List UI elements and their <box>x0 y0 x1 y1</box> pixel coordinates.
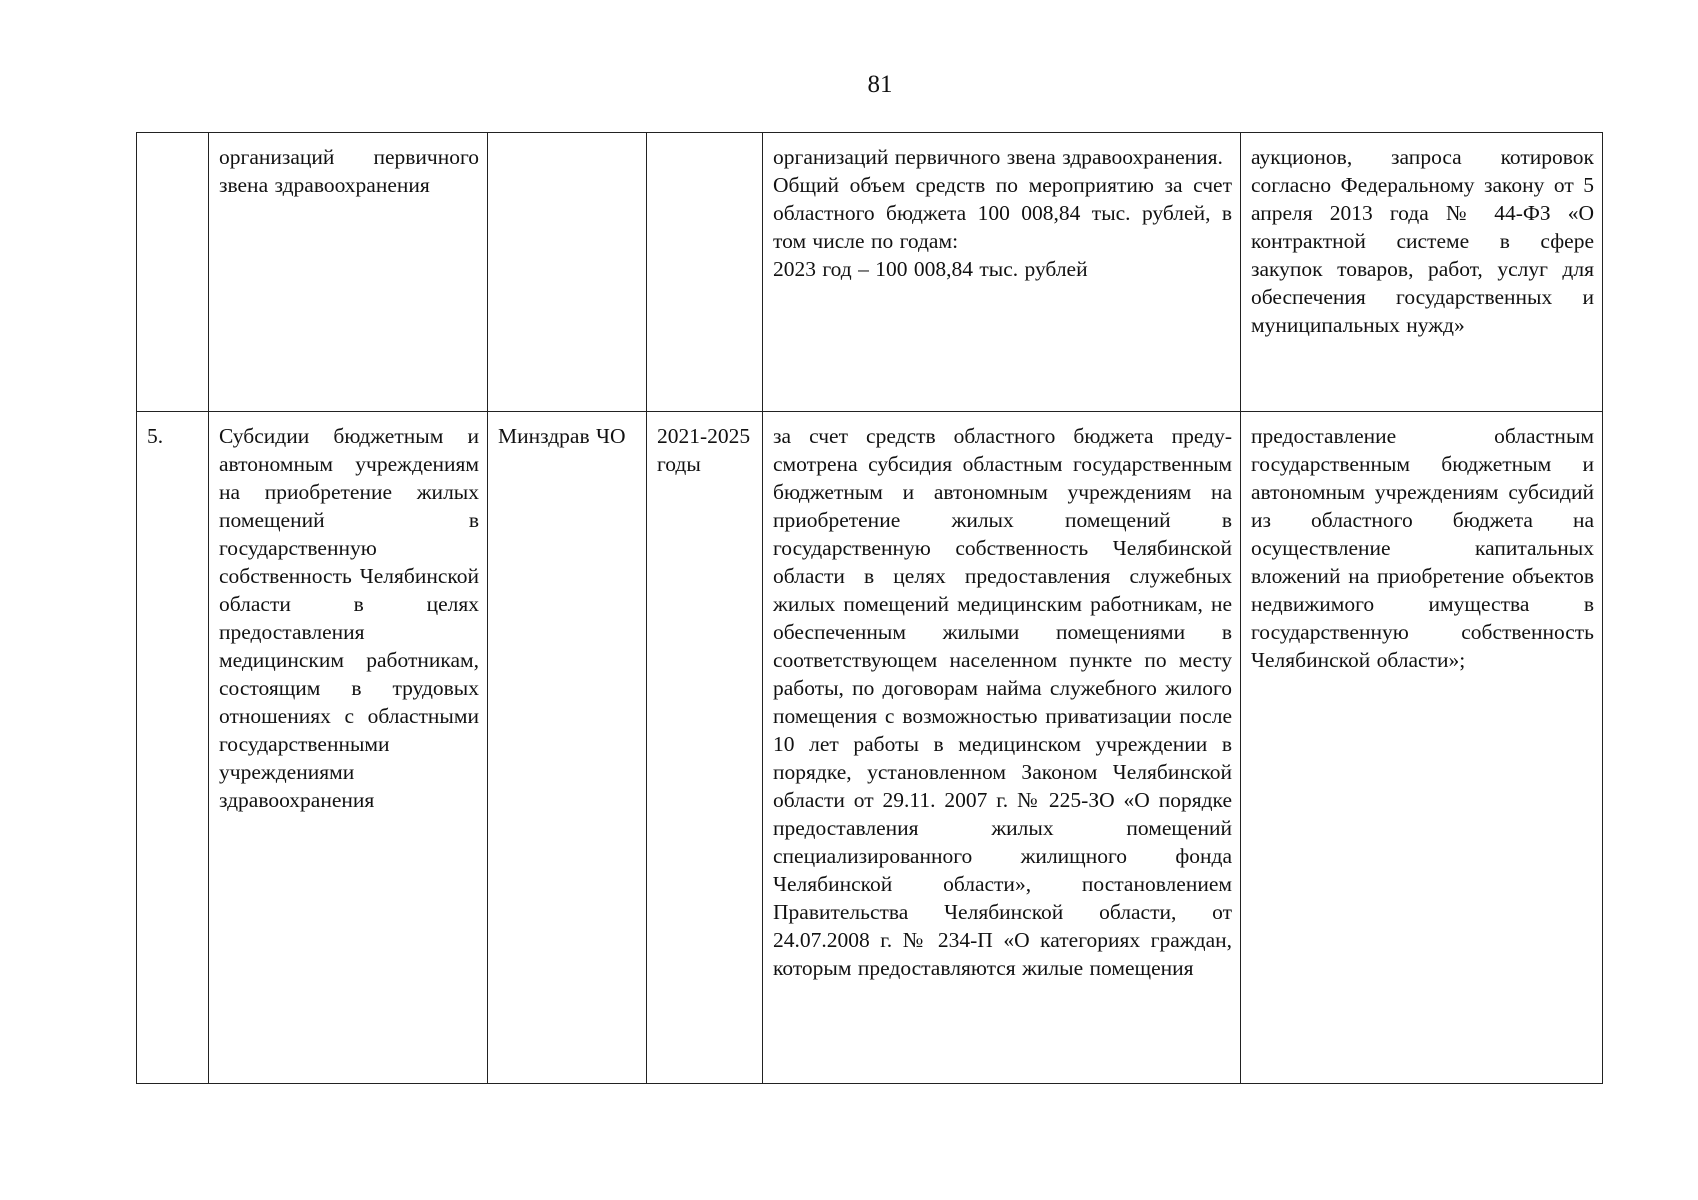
row-number-cell <box>137 133 209 412</box>
table-row <box>137 412 1603 1084</box>
row-number-cell: 5. <box>137 412 209 1084</box>
table-row <box>137 133 1603 412</box>
page-number: 81 <box>867 71 893 98</box>
executor-cell <box>488 133 647 412</box>
period-cell: 2021-2025 годы <box>647 412 763 1084</box>
measure-name-cell: Субсидии бюджетным и автономным учреждениям на приобретение жилых помещений в государственную собственность Челябинской области в целях предоставления медицинским работникам, состоящим в трудовых отношениях с областными государственными учреждениями здравоохранения <box>209 412 488 1084</box>
result-cell: предоставление областным государственным бюджетным и автономным учреждениям субсидий из областного бюджета на осуществление капитальных вложений на приобретение объектов недвижимого имущества в государственную собственность Челябинской области»; <box>1241 412 1603 1084</box>
description-paragraph: Общий объем средств по мероприятию за счет областного бюджета 100 008,84 тыс. рублей, в том числе по годам: <box>773 173 1232 253</box>
measure-name-cell: организаций первичного звена здравоохранения <box>209 133 488 412</box>
executor-cell: Минздрав ЧО <box>488 412 647 1084</box>
description-paragraph: за счет средств областного бюджета преду-смотрена субсидия областным государственным бюджетным и автономным учреждениям на приобретение жилых помещений в государственную собственность Челябинской области в целях предоставления служебных жилых помещений медицинским работникам, не обеспеченным жилыми помещениями в соответствующем населенном пункте по месту работы, по договорам найма служебного жилого помещения с возможностью приватизации после 10 лет работы в медицинском учреждении в порядке, установленном Законом Челябинской области от 29.11. 2007 г. № 225-ЗО «О порядке предоставления жилых помещений специализированного жилищного фонда Челябинской области», постановлением Правительства Челябинской области, от 24.07.2008 г. № 234-П «О категориях граждан, которым предоставляются жилые помещения <box>773 424 1232 980</box>
description-paragraph: 2023 год – 100 008,84 тыс. рублей <box>773 257 1088 281</box>
description-paragraph: организаций первичного звена здравоохранения. <box>773 145 1223 169</box>
period-cell <box>647 133 763 412</box>
measures-table <box>136 132 1603 1084</box>
description-cell <box>763 133 1241 412</box>
description-cell <box>763 412 1241 1084</box>
result-cell: аукционов, запроса котировок согласно Федеральному закону от 5 апреля 2013 года № 44-ФЗ «О контрактной системе в сфере закупок товаров, работ, услуг для обеспечения государственных и муниципальных нужд» <box>1241 133 1603 412</box>
